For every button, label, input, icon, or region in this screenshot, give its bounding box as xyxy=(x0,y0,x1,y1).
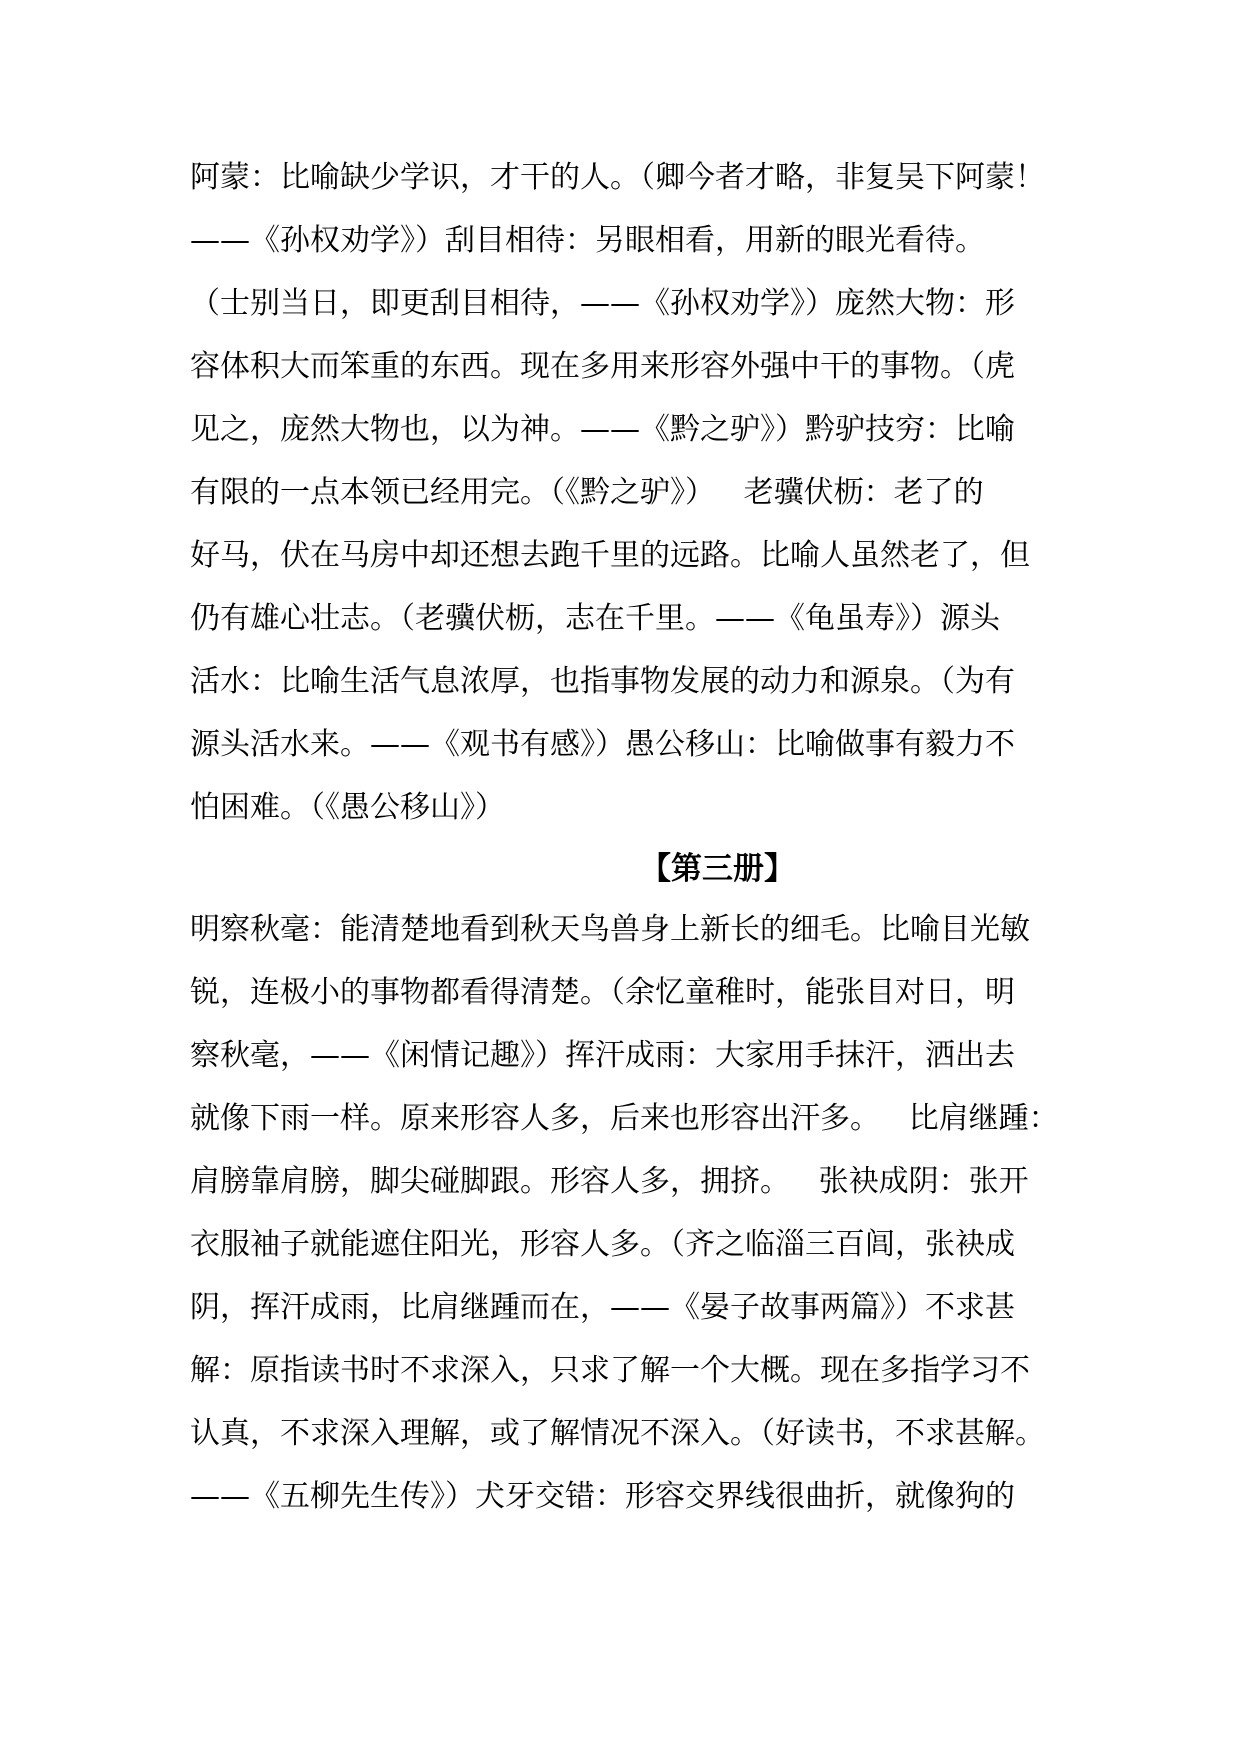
text-line: 阴，挥汗成雨，比肩继踵而在，——《晏子故事两篇》）不求甚 xyxy=(190,1290,1015,1325)
text-line: 解：原指读书时不求深入，只求了解一个大概。现在多指学习不 xyxy=(190,1353,1030,1388)
text-line: 源头活水来。——《观书有感》）愚公移山：比喻做事有毅力不 xyxy=(190,727,1015,762)
text-line: 就像下雨一样。原来形容人多，后来也形容出汗多。 比肩继踵： xyxy=(190,1101,1059,1136)
text-line: 见之，庞然大物也，以为神。——《黔之驴》）黔驴技穷：比喻 xyxy=(190,412,1015,447)
text-line: 阿蒙：比喻缺少学识，才干的人。（卿今者才略，非复吴下阿蒙！ xyxy=(190,160,1045,195)
text-line: ——《五柳先生传》）犬牙交错：形容交界线很曲折，就像狗的 xyxy=(190,1479,1015,1514)
text-line: 仍有雄心壮志。（老骥伏枥，志在千里。——《龟虽寿》）源头 xyxy=(190,601,1000,636)
text-line: （士别当日，即更刮目相待，——《孙权劝学》）庞然大物：形 xyxy=(190,286,1015,321)
text-line: ——《孙权劝学》）刮目相待：另眼相看，用新的眼光看待。 xyxy=(190,223,985,258)
text-line: 好马，伏在马房中却还想去跑千里的远路。比喻人虽然老了，但 xyxy=(190,538,1030,573)
text-line: 衣服袖子就能遮住阳光，形容人多。（齐之临淄三百闾，张袂成 xyxy=(190,1227,1015,1262)
text-line: 活水：比喻生活气息浓厚，也指事物发展的动力和源泉。（为有 xyxy=(190,664,1015,699)
text-line: 肩膀靠肩膀，脚尖碰脚跟。形容人多，拥挤。 张袂成阴：张开 xyxy=(190,1164,1029,1199)
text-line: 怕困难。（《愚公移山》） xyxy=(190,790,505,825)
text-line: 明察秋毫：能清楚地看到秋天鸟兽身上新长的细毛。比喻目光敏 xyxy=(190,912,1030,947)
text-line: 察秋毫，——《闲情记趣》）挥汗成雨：大家用手抹汗，洒出去 xyxy=(190,1038,1015,1073)
text-line: 认真，不求深入理解，或了解情况不深入。（好读书，不求甚解。 xyxy=(190,1416,1045,1451)
text-line: 锐，连极小的事物都看得清楚。（余忆童稚时，能张目对日，明 xyxy=(190,975,1015,1010)
text-line: 有限的一点本领已经用完。（《黔之驴》） 老骥伏枥：老了的 xyxy=(190,475,984,510)
section-heading: 【第三册】 xyxy=(640,851,795,887)
text-line: 容体积大而笨重的东西。现在多用来形容外强中干的事物。（虎 xyxy=(190,349,1015,384)
